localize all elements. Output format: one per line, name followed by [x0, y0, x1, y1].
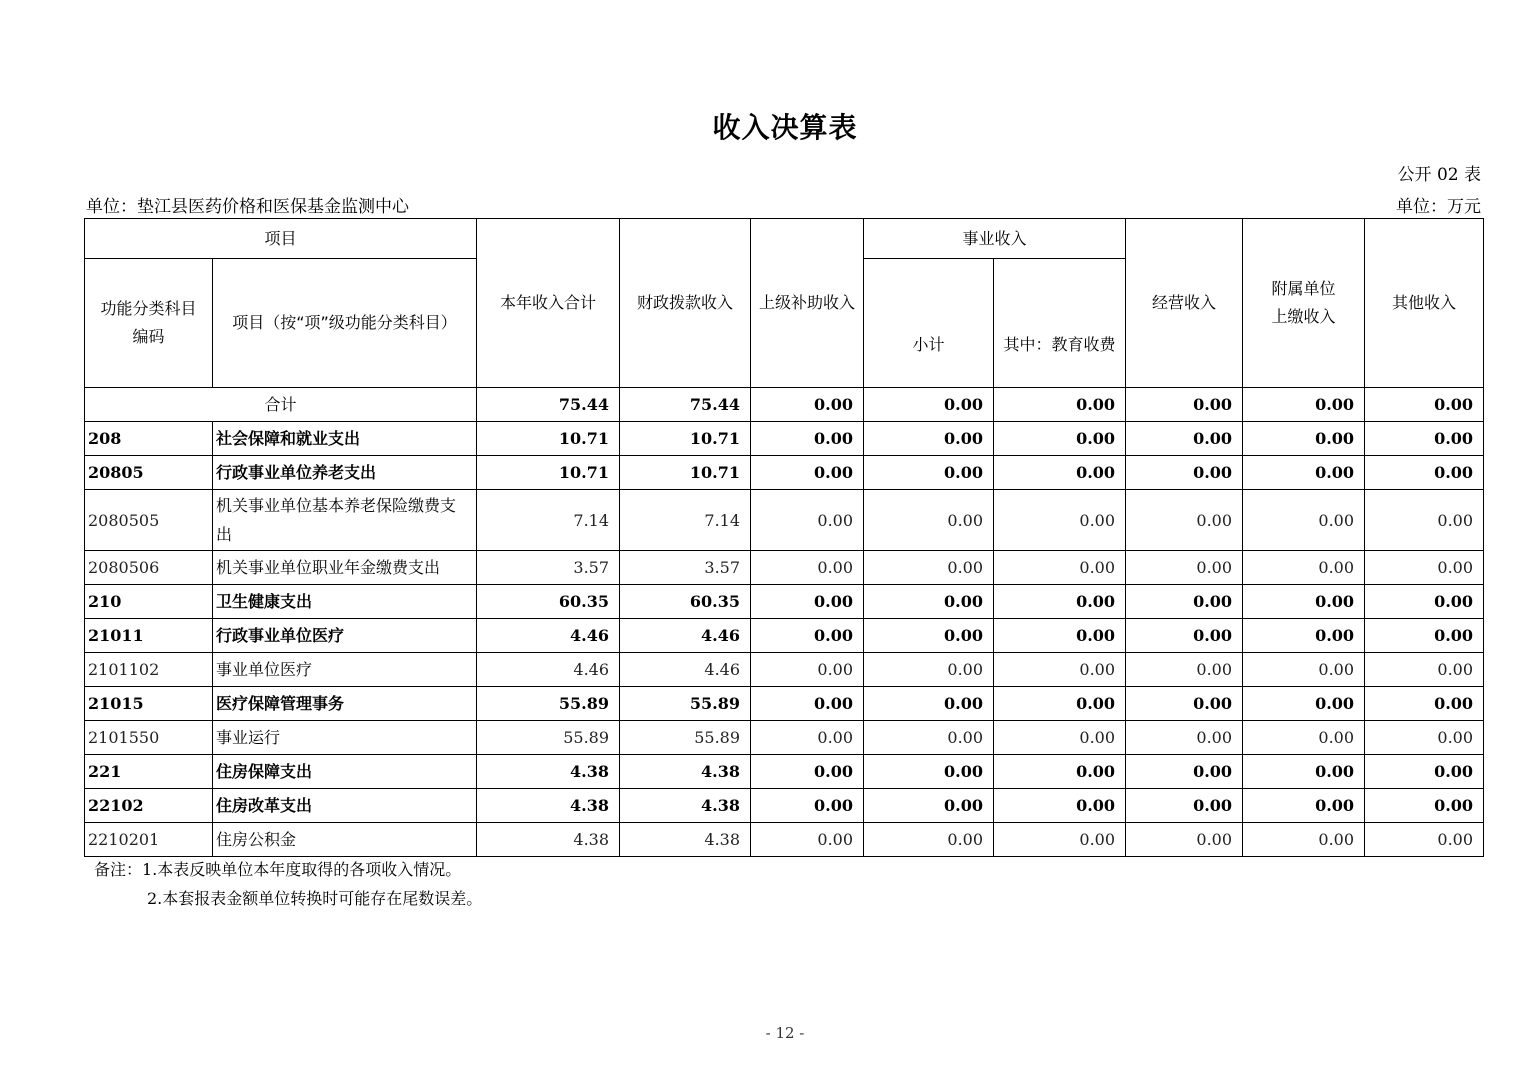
- row-value: 0.00: [994, 721, 1126, 755]
- row-code: 2080506: [85, 551, 213, 585]
- table-row: [85, 422, 1484, 456]
- row-value: 4.46: [620, 653, 751, 687]
- row-value: 0.00: [994, 789, 1126, 823]
- row-value: 0.00: [751, 721, 864, 755]
- note-2: 2.本套报表金额单位转换时可能存在尾数误差。: [147, 889, 483, 908]
- row-value: 0.00: [751, 490, 864, 551]
- header-subtotal: 小计: [864, 259, 994, 388]
- row-code: 2080505: [85, 490, 213, 551]
- row-value: 0.00: [994, 687, 1126, 721]
- row-name: 机关事业单位职业年金缴费支出: [213, 551, 477, 585]
- row-value: 0.00: [994, 422, 1126, 456]
- row-code: 2101550: [85, 721, 213, 755]
- row-value: 10.71: [477, 422, 620, 456]
- total-value: 0.00: [994, 388, 1126, 422]
- row-value: 0.00: [1126, 551, 1243, 585]
- row-value: 0.00: [1243, 823, 1365, 857]
- row-value: 0.00: [994, 490, 1126, 551]
- row-value: 0.00: [751, 687, 864, 721]
- row-value: 0.00: [994, 653, 1126, 687]
- total-value: 0.00: [864, 388, 994, 422]
- row-value: 4.38: [620, 823, 751, 857]
- row-value: 0.00: [1126, 422, 1243, 456]
- table-row: [85, 490, 1484, 551]
- row-value: 0.00: [1243, 422, 1365, 456]
- header-affiliated: 附属单位上缴收入: [1243, 219, 1365, 388]
- header-code: 功能分类科目编码: [85, 259, 213, 388]
- row-value: 0.00: [864, 585, 994, 619]
- row-value: 0.00: [1243, 551, 1365, 585]
- row-value: 0.00: [864, 721, 994, 755]
- row-value: 0.00: [864, 687, 994, 721]
- row-name: 行政事业单位医疗: [213, 619, 477, 653]
- row-value: 4.38: [477, 789, 620, 823]
- row-value: 0.00: [994, 755, 1126, 789]
- row-name: 住房公积金: [213, 823, 477, 857]
- row-value: 0.00: [1126, 755, 1243, 789]
- row-value: 4.46: [477, 653, 620, 687]
- table-row: [85, 789, 1484, 823]
- total-value: 0.00: [1365, 388, 1484, 422]
- header-operating: 经营收入: [1126, 219, 1243, 388]
- row-code: 2210201: [85, 823, 213, 857]
- row-value: 0.00: [1243, 789, 1365, 823]
- table-row: [85, 456, 1484, 490]
- row-name: 事业运行: [213, 721, 477, 755]
- table-row: [85, 653, 1484, 687]
- row-value: 60.35: [620, 585, 751, 619]
- row-value: 0.00: [1243, 653, 1365, 687]
- total-value: 75.44: [620, 388, 751, 422]
- row-value: 0.00: [1365, 551, 1484, 585]
- row-value: 0.00: [1243, 490, 1365, 551]
- row-value: 0.00: [1365, 789, 1484, 823]
- row-value: 0.00: [1365, 619, 1484, 653]
- row-value: 0.00: [864, 653, 994, 687]
- income-table: [84, 218, 1484, 857]
- note-1: 备注：1.本表反映单位本年度取得的各项收入情况。: [94, 860, 462, 879]
- row-value: 0.00: [1243, 619, 1365, 653]
- header-project: 项目: [85, 219, 477, 259]
- row-value: 0.00: [751, 823, 864, 857]
- row-value: 0.00: [1365, 422, 1484, 456]
- row-value: 3.57: [477, 551, 620, 585]
- total-value: 75.44: [477, 388, 620, 422]
- row-value: 0.00: [864, 823, 994, 857]
- header-total-income: 本年收入合计: [477, 219, 620, 388]
- row-value: 0.00: [994, 619, 1126, 653]
- row-value: 10.71: [620, 422, 751, 456]
- row-value: 7.14: [477, 490, 620, 551]
- row-code: 21015: [85, 687, 213, 721]
- row-value: 3.57: [620, 551, 751, 585]
- row-value: 0.00: [1126, 823, 1243, 857]
- row-value: 0.00: [751, 456, 864, 490]
- row-value: 0.00: [994, 456, 1126, 490]
- row-value: 0.00: [994, 823, 1126, 857]
- row-value: 0.00: [1126, 585, 1243, 619]
- row-value: 0.00: [1126, 490, 1243, 551]
- total-value: 0.00: [751, 388, 864, 422]
- row-name: 住房改革支出: [213, 789, 477, 823]
- header-superior: 上级补助收入: [751, 219, 864, 388]
- row-value: 0.00: [1365, 490, 1484, 551]
- row-value: 60.35: [477, 585, 620, 619]
- row-name: 卫生健康支出: [213, 585, 477, 619]
- row-value: 55.89: [477, 721, 620, 755]
- row-value: 4.46: [477, 619, 620, 653]
- table-row: [85, 755, 1484, 789]
- table-row: [85, 721, 1484, 755]
- header-business-income: 事业收入: [864, 219, 1126, 259]
- total-value: 0.00: [1126, 388, 1243, 422]
- row-value: 0.00: [751, 619, 864, 653]
- row-name: 行政事业单位养老支出: [213, 456, 477, 490]
- table-row: [85, 551, 1484, 585]
- page-title: 收入决算表: [712, 111, 858, 144]
- row-code: 221: [85, 755, 213, 789]
- row-value: 0.00: [994, 551, 1126, 585]
- row-code: 22102: [85, 789, 213, 823]
- row-value: 0.00: [751, 653, 864, 687]
- row-code: 210: [85, 585, 213, 619]
- row-value: 0.00: [864, 551, 994, 585]
- total-label: 合计: [85, 388, 477, 422]
- row-name: 机关事业单位基本养老保险缴费支出: [213, 490, 477, 551]
- row-value: 4.46: [620, 619, 751, 653]
- total-value: 0.00: [1243, 388, 1365, 422]
- currency-unit: 单位：万元: [1396, 197, 1481, 217]
- row-name: 事业单位医疗: [213, 653, 477, 687]
- row-value: 0.00: [1243, 456, 1365, 490]
- table-row: [85, 585, 1484, 619]
- row-value: 0.00: [1243, 687, 1365, 721]
- row-value: 0.00: [1126, 456, 1243, 490]
- row-name: 社会保障和就业支出: [213, 422, 477, 456]
- reporting-unit: 单位：垫江县医药价格和医保基金监测中心: [86, 197, 409, 217]
- row-value: 0.00: [1365, 755, 1484, 789]
- row-value: 0.00: [751, 755, 864, 789]
- row-value: 55.89: [620, 721, 751, 755]
- row-value: 0.00: [751, 551, 864, 585]
- row-code: 20805: [85, 456, 213, 490]
- row-value: 7.14: [620, 490, 751, 551]
- header-other: 其他收入: [1365, 219, 1484, 388]
- row-value: 0.00: [864, 789, 994, 823]
- row-code: 2101102: [85, 653, 213, 687]
- row-value: 4.38: [477, 755, 620, 789]
- row-value: 0.00: [864, 755, 994, 789]
- row-value: 0.00: [1243, 585, 1365, 619]
- row-value: 0.00: [1243, 721, 1365, 755]
- row-value: 0.00: [864, 422, 994, 456]
- row-value: 0.00: [864, 456, 994, 490]
- table-row: [85, 823, 1484, 857]
- row-value: 10.71: [477, 456, 620, 490]
- row-code: 208: [85, 422, 213, 456]
- row-value: 0.00: [1126, 721, 1243, 755]
- row-value: 0.00: [864, 490, 994, 551]
- table-row: [85, 687, 1484, 721]
- page-number: - 12 -: [765, 1024, 805, 1042]
- row-value: 4.38: [477, 823, 620, 857]
- header-item: 项目（按“项”级功能分类科目）: [213, 259, 477, 388]
- table-row: [85, 619, 1484, 653]
- row-value: 0.00: [1365, 721, 1484, 755]
- row-value: 0.00: [1126, 619, 1243, 653]
- row-value: 4.38: [620, 789, 751, 823]
- row-name: 医疗保障管理事务: [213, 687, 477, 721]
- total-row: [85, 388, 1484, 422]
- row-value: 0.00: [1126, 789, 1243, 823]
- row-value: 0.00: [1365, 823, 1484, 857]
- row-value: 0.00: [751, 585, 864, 619]
- row-value: 0.00: [1365, 653, 1484, 687]
- row-value: 0.00: [1365, 687, 1484, 721]
- row-value: 0.00: [751, 789, 864, 823]
- row-value: 0.00: [1243, 755, 1365, 789]
- row-value: 55.89: [620, 687, 751, 721]
- row-value: 0.00: [751, 422, 864, 456]
- row-value: 10.71: [620, 456, 751, 490]
- row-value: 55.89: [477, 687, 620, 721]
- row-value: 0.00: [1365, 585, 1484, 619]
- table-number: 公开 02 表: [1397, 165, 1481, 185]
- row-value: 0.00: [1365, 456, 1484, 490]
- row-value: 0.00: [1126, 687, 1243, 721]
- row-value: 0.00: [1126, 653, 1243, 687]
- row-value: 0.00: [994, 585, 1126, 619]
- row-value: 4.38: [620, 755, 751, 789]
- row-value: 0.00: [864, 619, 994, 653]
- header-fiscal: 财政拨款收入: [620, 219, 751, 388]
- row-code: 21011: [85, 619, 213, 653]
- header-education: 其中：教育收费: [994, 259, 1126, 388]
- row-name: 住房保障支出: [213, 755, 477, 789]
